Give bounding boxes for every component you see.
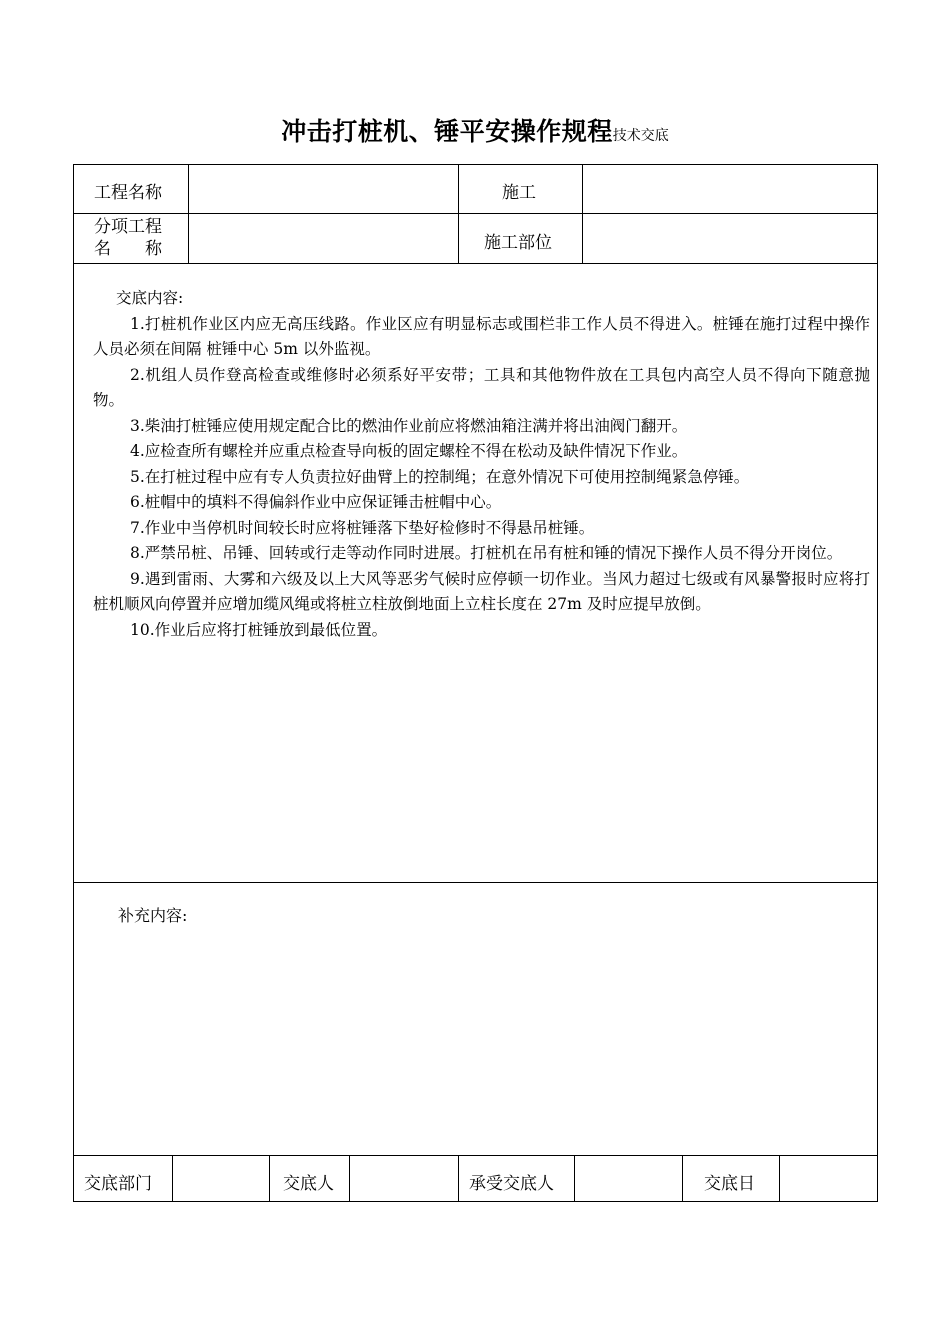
receiver-value[interactable] <box>580 1162 676 1196</box>
content-item: 1.打桩机作业区内应无高压线路。作业区应有明显标志或围栏非工作人员不得进入。桩锤在施打过程中操作人员必须在间隔 桩锤中心 5m 以外监视。 <box>93 314 870 358</box>
content-item: 6.桩帽中的填料不得偏斜作业中应保证锤击桩帽中心。 <box>130 493 502 511</box>
date-value[interactable] <box>786 1162 872 1196</box>
receiver-label: 承受交底人 <box>469 1174 554 1194</box>
content-heading: 交底内容: <box>116 289 184 307</box>
col-divider <box>582 164 583 264</box>
content-item: 7.作业中当停机时间较长时应将桩锤落下垫好检修时不得悬吊桩锤。 <box>130 518 595 537</box>
row-divider <box>73 263 878 264</box>
dept-value[interactable] <box>178 1162 264 1196</box>
content-item: 8.严禁吊桩、吊锤、回转或行走等动作同时进展。打桩机在吊有桩和锤的情况下操作人员不得分开岗位。 <box>130 544 843 562</box>
col-divider <box>779 1155 780 1202</box>
content-item: 9.遇到雷雨、大雾和六级及以上大风等恶劣气候时应停顿一切作业。当风力超过七级或有风暴警报时应将打桩机顺风向停置并应增加缆风绳或将桩立柱放倒地面上立柱长度在 27m 及时应提早放倒。 <box>93 569 870 613</box>
dept-label: 交底部门 <box>84 1174 152 1194</box>
supplement-heading: 补充内容: <box>118 906 188 925</box>
content-item: 3.柴油打桩锤应使用规定配合比的燃油作业前应将燃油箱注满并将出油阀门翻开。 <box>130 416 688 435</box>
col-divider <box>349 1155 350 1202</box>
document-title <box>0 112 950 148</box>
construction-part-label: 施工部位 <box>484 233 552 253</box>
col-divider <box>682 1155 683 1202</box>
sub-project-value[interactable] <box>196 220 450 256</box>
content-item: 5.在打桩过程中应有专人负责拉好曲臂上的控制绳；在意外情况下可使用控制绳紧急停锤。 <box>130 467 750 486</box>
construction-label: 施工 <box>502 183 536 203</box>
construction-value[interactable] <box>590 170 870 206</box>
person-value[interactable] <box>356 1162 452 1196</box>
project-name-label: 工程名称 <box>94 183 162 203</box>
row-divider <box>73 882 878 883</box>
title-sub: 技术交底 <box>612 128 669 144</box>
content-item: 2.机组人员作登高检查或维修时必须系好平安带；工具和其他物件放在工具包内高空人员不得向下随意抛物。 <box>93 365 870 409</box>
briefing-content <box>93 286 870 643</box>
construction-part-value[interactable] <box>590 220 870 256</box>
date-label: 交底日 <box>704 1174 755 1194</box>
content-item: 4.应检查所有螺栓并应重点检查导向板的固定螺栓不得在松动及缺件情况下作业。 <box>130 442 688 460</box>
title-main: 冲击打桩机、锤平安操作规程 <box>281 117 613 146</box>
row-divider <box>73 213 878 214</box>
col-divider <box>188 164 189 264</box>
sub-project-label-line1: 分项工程 <box>94 217 162 237</box>
col-divider <box>458 164 459 264</box>
sub-project-label-line2: 名 称 <box>94 239 162 259</box>
col-divider <box>458 1155 459 1202</box>
col-divider <box>574 1155 575 1202</box>
row-divider <box>73 1155 878 1156</box>
content-item: 10.作业后应将打桩锤放到最低位置。 <box>130 620 388 639</box>
sub-project-label <box>94 216 178 260</box>
col-divider <box>269 1155 270 1202</box>
person-label: 交底人 <box>283 1174 334 1194</box>
col-divider <box>172 1155 173 1202</box>
project-name-value[interactable] <box>196 170 450 206</box>
